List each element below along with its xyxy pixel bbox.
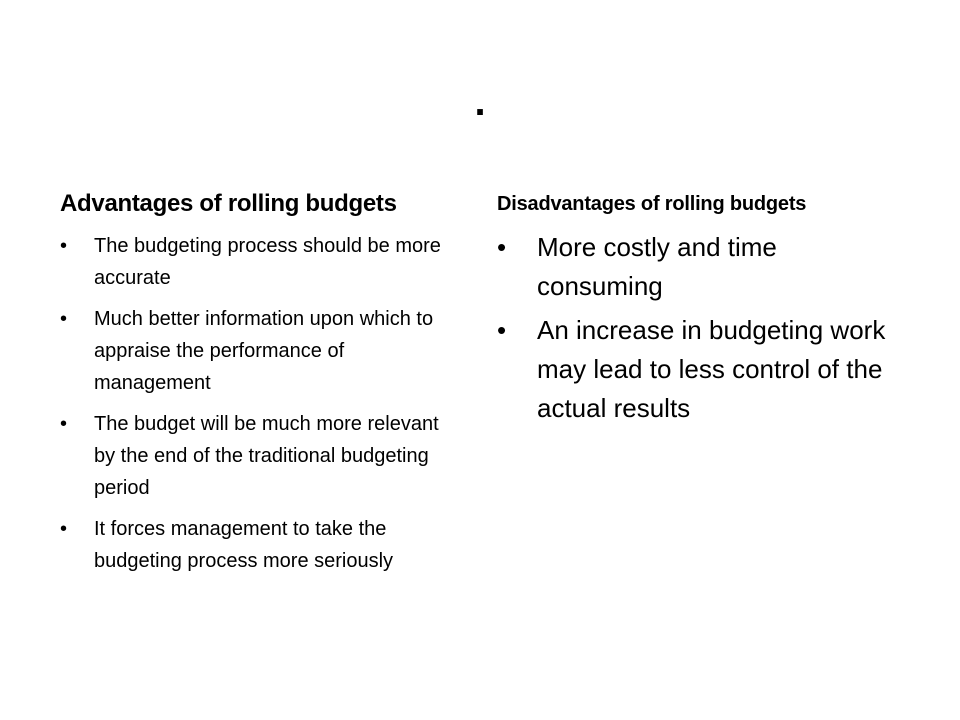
list-item-text: More costly and time consuming [537,232,777,301]
list-item [60,230,460,294]
advantages-list [60,230,460,577]
bullet-icon: • [60,235,68,257]
list-item [60,408,460,504]
list-item-text: It forces management to take the budgeting process more seriously [94,518,394,572]
bullet-icon: • [497,315,507,345]
bullet-icon: • [497,232,507,262]
disadvantages-heading: Disadvantages of rolling budgets [497,193,807,215]
disadvantages-column [497,186,907,433]
bullet-icon: • [60,308,68,330]
list-item [497,228,907,306]
bullet-icon: • [60,413,68,435]
advantages-heading: Advantages of rolling budgets [60,190,397,217]
list-item-text: Much better information upon which to appraise the performance of management [94,308,434,394]
list-item-text: The budget will be much more relevant by the end of the traditional budgeting period [94,413,439,499]
bullet-icon: • [60,518,68,540]
disadvantages-list [497,228,907,428]
list-item [60,303,460,399]
list-item-text: The budgeting process should be more accurate [94,235,441,289]
advantages-column [60,186,460,586]
list-item [60,513,460,577]
list-item [497,311,907,428]
list-item-text: An increase in budgeting work may lead to less control of the actual results [537,315,886,423]
slide-title: . [474,80,486,124]
